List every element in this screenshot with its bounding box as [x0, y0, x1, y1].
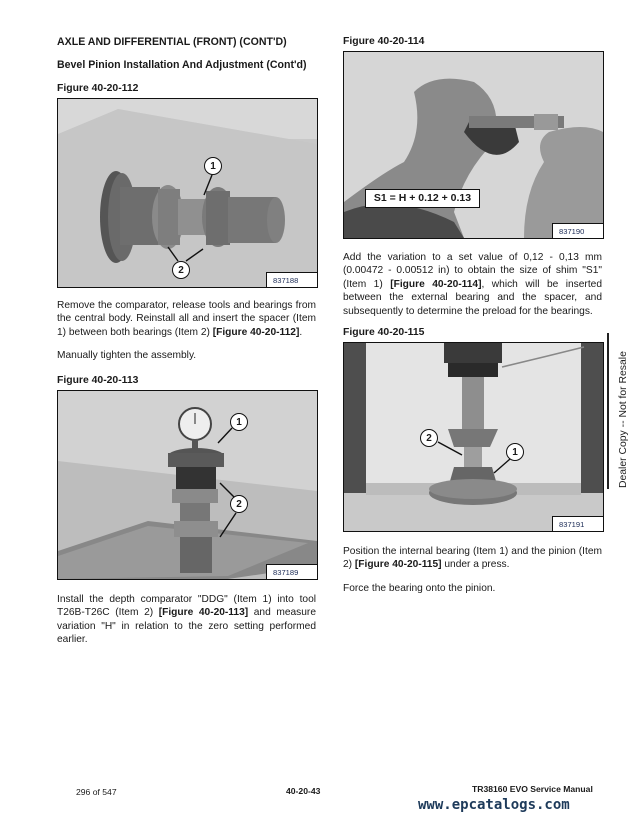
micrometer-photo [344, 52, 603, 238]
page-number: 40-20-43 [286, 786, 321, 796]
figure-reference: [Figure 40-20-113] [158, 607, 249, 619]
figure-id: 837191 [552, 516, 604, 532]
callout-1: 1 [204, 157, 222, 175]
dealer-copy-notice: Dealer Copy -- Not for Resale [618, 351, 629, 488]
instruction-paragraph [343, 251, 602, 318]
section-title: AXLE AND DIFFERENTIAL (FRONT) (CONT'D) [57, 36, 287, 48]
paragraph-text: . [299, 326, 303, 338]
figure-reference: [Figure 40-20-115] [354, 559, 442, 571]
shim-formula: S1 = H + 0.12 + 0.13 [365, 189, 480, 208]
instruction-paragraph: Manually tighten the assembly. [57, 350, 197, 361]
paragraph-text: Install the depth comparator "DDG" (Item 1) into tool T26B-T26C (Item 2) [57, 594, 316, 619]
subsection-title: Bevel Pinion Installation And Adjustment (Cont'd) [57, 59, 307, 71]
figure-id: 837190 [552, 223, 604, 239]
watermark: www.epcatalogs.com [418, 797, 570, 813]
depth-comparator-photo [58, 391, 317, 579]
paragraph-text: Position the internal bearing (Item 1) and the pinion (Item 2) [343, 546, 602, 571]
paragraph-text: , which will be inserted between the external bearing and the spacer, and subsequently to determine the preload for the bearings. [343, 278, 602, 317]
instruction-paragraph [57, 593, 316, 647]
figure-label: Figure 40-20-113 [57, 375, 139, 386]
figure-image [343, 342, 604, 532]
figure-image [57, 390, 318, 580]
figure-image [343, 51, 604, 239]
press-photo [344, 343, 603, 531]
page-count: 296 of 547 [76, 787, 117, 797]
figure-image [57, 98, 318, 288]
paragraph-text: Remove the comparator, release tools and bearings from the central body. Reinstall all and insert the spacer (Item 1) between both bearings (Item 2) [57, 300, 316, 338]
callout-1: 1 [506, 443, 524, 461]
paragraph-text: Add the variation to a set value of 0,12 - 0,13 mm (0.00472 - 0.00512 in) to obtain the size of shim "S1" (Item 1) [343, 252, 602, 290]
callout-2: 2 [420, 429, 438, 447]
figure-label: Figure 40-20-114 [343, 36, 425, 47]
figure-label: Figure 40-20-112 [57, 83, 139, 94]
paragraph-text: under a press. [441, 559, 510, 571]
figure-label: Figure 40-20-115 [343, 327, 425, 338]
paragraph-text: and measure variation "H" in relation to the zero setting performed earlier. [57, 607, 316, 646]
figure-id: 837189 [266, 564, 318, 580]
instruction-paragraph [343, 545, 602, 572]
callout-1: 1 [230, 413, 248, 431]
figure-reference: [Figure 40-20-112] [212, 326, 300, 338]
bearing-assembly-photo [58, 99, 317, 287]
figure-id: 837188 [266, 272, 318, 288]
callout-2: 2 [172, 261, 190, 279]
instruction-paragraph: Force the bearing onto the pinion. [343, 583, 496, 594]
manual-title: TR38160 EVO Service Manual [472, 784, 593, 794]
figure-reference: [Figure 40-20-114] [390, 278, 482, 290]
callout-2: 2 [230, 495, 248, 513]
instruction-paragraph [57, 299, 316, 339]
